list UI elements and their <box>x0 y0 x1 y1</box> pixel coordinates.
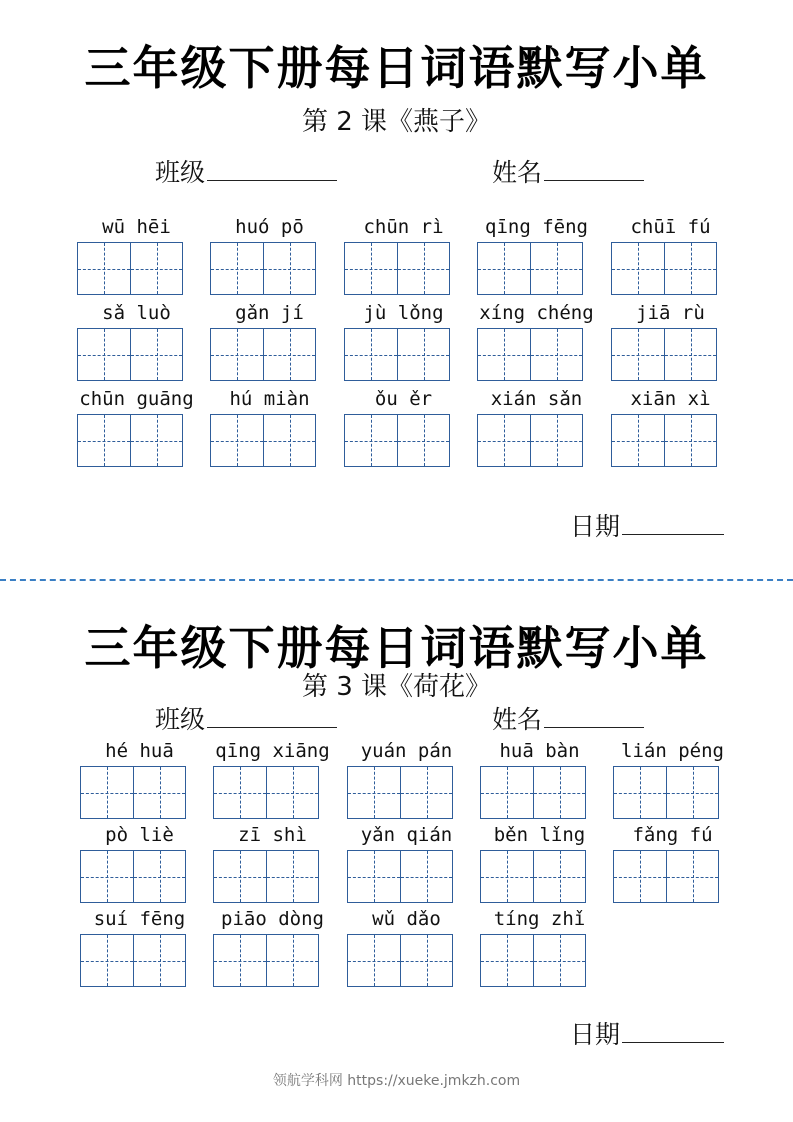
writing-cell[interactable] <box>666 851 718 902</box>
pinyin-label: tíng zhǐ <box>493 908 586 930</box>
writing-grid[interactable] <box>77 242 183 295</box>
writing-grid[interactable] <box>611 414 717 467</box>
writing-cell[interactable] <box>133 935 185 986</box>
writing-grid[interactable] <box>77 414 183 467</box>
pinyin-label: huā bàn <box>499 740 580 762</box>
writing-cell[interactable] <box>263 243 315 294</box>
writing-cell[interactable] <box>130 415 182 466</box>
writing-cell[interactable] <box>530 415 582 466</box>
writing-grid[interactable] <box>213 850 319 903</box>
date-blank[interactable] <box>622 1022 724 1043</box>
writing-cell[interactable] <box>481 851 533 902</box>
writing-cell[interactable] <box>130 243 182 294</box>
writing-cell[interactable] <box>81 767 133 818</box>
name-blank[interactable] <box>544 707 644 728</box>
date-label: 日期 <box>570 1020 621 1049</box>
writing-cell[interactable] <box>211 415 263 466</box>
writing-cell[interactable] <box>78 415 130 466</box>
writing-grid[interactable] <box>344 242 450 295</box>
writing-cell[interactable] <box>400 935 452 986</box>
writing-grid[interactable] <box>611 242 717 295</box>
pinyin-label: yǎn qián <box>360 824 453 846</box>
writing-cell[interactable] <box>478 415 530 466</box>
writing-cell[interactable] <box>397 243 449 294</box>
sheet1-name-field <box>492 153 644 189</box>
writing-cell[interactable] <box>81 935 133 986</box>
writing-cell[interactable] <box>263 415 315 466</box>
name-blank[interactable] <box>544 160 644 181</box>
pinyin-label: xiān xì <box>630 388 711 410</box>
writing-grid[interactable] <box>477 414 583 467</box>
writing-cell[interactable] <box>478 329 530 380</box>
writing-cell[interactable] <box>214 851 266 902</box>
class-blank[interactable] <box>207 160 337 181</box>
writing-grid[interactable] <box>477 328 583 381</box>
writing-grid[interactable] <box>347 766 453 819</box>
class-blank[interactable] <box>207 707 337 728</box>
sheet1-date-field <box>570 507 724 543</box>
sheet1-title: 三年级下册每日词语默写小单 <box>84 41 709 95</box>
sheet2-lesson: 第 3 课《荷花》 <box>301 672 492 702</box>
writing-cell[interactable] <box>397 329 449 380</box>
writing-cell[interactable] <box>266 767 318 818</box>
sheet1-lesson: 第 2 课《燕子》 <box>301 107 492 137</box>
writing-grid[interactable] <box>80 850 186 903</box>
writing-cell[interactable] <box>348 767 400 818</box>
sheet2-class-field <box>155 700 337 736</box>
writing-cell[interactable] <box>400 767 452 818</box>
writing-cell[interactable] <box>211 329 263 380</box>
writing-cell[interactable] <box>133 851 185 902</box>
writing-grid[interactable] <box>480 934 586 987</box>
writing-cell[interactable] <box>533 767 585 818</box>
pinyin-label: xíng chéng <box>479 302 594 324</box>
writing-cell[interactable] <box>78 329 130 380</box>
writing-cell[interactable] <box>263 329 315 380</box>
writing-grid[interactable] <box>344 328 450 381</box>
pinyin-label: zī shì <box>238 824 307 846</box>
pinyin-label: wū hēi <box>102 216 171 238</box>
writing-cell[interactable] <box>664 243 716 294</box>
writing-cell[interactable] <box>664 329 716 380</box>
writing-cell[interactable] <box>478 243 530 294</box>
writing-cell[interactable] <box>345 329 397 380</box>
writing-cell[interactable] <box>481 767 533 818</box>
pinyin-label: wǔ dǎo <box>372 908 441 930</box>
writing-cell[interactable] <box>133 767 185 818</box>
writing-cell[interactable] <box>397 415 449 466</box>
writing-cell[interactable] <box>214 935 266 986</box>
writing-grid[interactable] <box>477 242 583 295</box>
date-blank[interactable] <box>622 514 724 535</box>
writing-grid[interactable] <box>344 414 450 467</box>
writing-cell[interactable] <box>612 329 664 380</box>
writing-grid[interactable] <box>347 934 453 987</box>
writing-grid[interactable] <box>210 328 316 381</box>
writing-grid[interactable] <box>210 242 316 295</box>
pinyin-label: lián péng <box>621 740 724 762</box>
pinyin-label: qīng xiāng <box>215 740 330 762</box>
writing-grid[interactable] <box>213 934 319 987</box>
writing-grid[interactable] <box>210 414 316 467</box>
writing-cell[interactable] <box>400 851 452 902</box>
name-label: 姓名 <box>492 158 543 187</box>
pinyin-label: chūn guāng <box>79 388 194 410</box>
sheet2-date-field <box>570 1015 724 1051</box>
writing-grid[interactable] <box>613 850 719 903</box>
writing-cell[interactable] <box>612 415 664 466</box>
writing-cell[interactable] <box>481 935 533 986</box>
pinyin-label: sǎ luò <box>102 302 171 324</box>
pinyin-label: hú miàn <box>229 388 310 410</box>
writing-cell[interactable] <box>78 243 130 294</box>
pinyin-label: hé huā <box>105 740 174 762</box>
footer-watermark: 领航学科网 https://xueke.jmkzh.com <box>272 1073 521 1089</box>
writing-cell[interactable] <box>612 243 664 294</box>
writing-grid[interactable] <box>480 850 586 903</box>
sheet2-name-field <box>492 700 644 736</box>
pinyin-label: fǎng fú <box>632 824 713 846</box>
sheet2-title: 三年级下册每日词语默写小单 <box>84 621 709 675</box>
writing-cell[interactable] <box>348 935 400 986</box>
pinyin-label: jù lǒng <box>363 302 444 324</box>
writing-grid[interactable] <box>80 934 186 987</box>
writing-cell[interactable] <box>81 851 133 902</box>
pinyin-label: jiā rù <box>636 302 705 324</box>
writing-cell[interactable] <box>130 329 182 380</box>
writing-cell[interactable] <box>211 243 263 294</box>
writing-cell[interactable] <box>533 935 585 986</box>
pinyin-label: huó pō <box>235 216 304 238</box>
pinyin-label: suí fēng <box>93 908 186 930</box>
writing-cell[interactable] <box>614 767 666 818</box>
pinyin-label: xián sǎn <box>490 388 583 410</box>
pinyin-label: chūī fú <box>630 216 711 238</box>
writing-grid[interactable] <box>347 850 453 903</box>
writing-cell[interactable] <box>266 935 318 986</box>
pinyin-label: ǒu ěr <box>374 388 433 410</box>
writing-grid[interactable] <box>80 766 186 819</box>
writing-cell[interactable] <box>533 851 585 902</box>
pinyin-label: qīng fēng <box>485 216 588 238</box>
writing-cell[interactable] <box>614 851 666 902</box>
pinyin-label: chūn rì <box>363 216 444 238</box>
pinyin-label: běn lǐng <box>493 824 586 846</box>
writing-grid[interactable] <box>611 328 717 381</box>
writing-cell[interactable] <box>666 767 718 818</box>
class-label: 班级 <box>155 158 206 187</box>
writing-cell[interactable] <box>345 415 397 466</box>
writing-grid[interactable] <box>77 328 183 381</box>
name-label: 姓名 <box>492 705 543 734</box>
writing-cell[interactable] <box>345 243 397 294</box>
writing-grid[interactable] <box>480 766 586 819</box>
sheet1-class-field <box>155 153 337 189</box>
pinyin-label: gǎn jí <box>235 302 304 324</box>
pinyin-label: piāo dòng <box>221 908 324 930</box>
writing-cell[interactable] <box>266 851 318 902</box>
writing-cell[interactable] <box>348 851 400 902</box>
writing-cell[interactable] <box>530 243 582 294</box>
writing-grid[interactable] <box>213 766 319 819</box>
cut-line <box>0 579 793 581</box>
writing-cell[interactable] <box>664 415 716 466</box>
class-label: 班级 <box>155 705 206 734</box>
writing-cell[interactable] <box>530 329 582 380</box>
pinyin-label: pò liè <box>105 824 174 846</box>
writing-grid[interactable] <box>613 766 719 819</box>
writing-cell[interactable] <box>214 767 266 818</box>
pinyin-label: yuán pán <box>360 740 453 762</box>
date-label: 日期 <box>570 512 621 541</box>
